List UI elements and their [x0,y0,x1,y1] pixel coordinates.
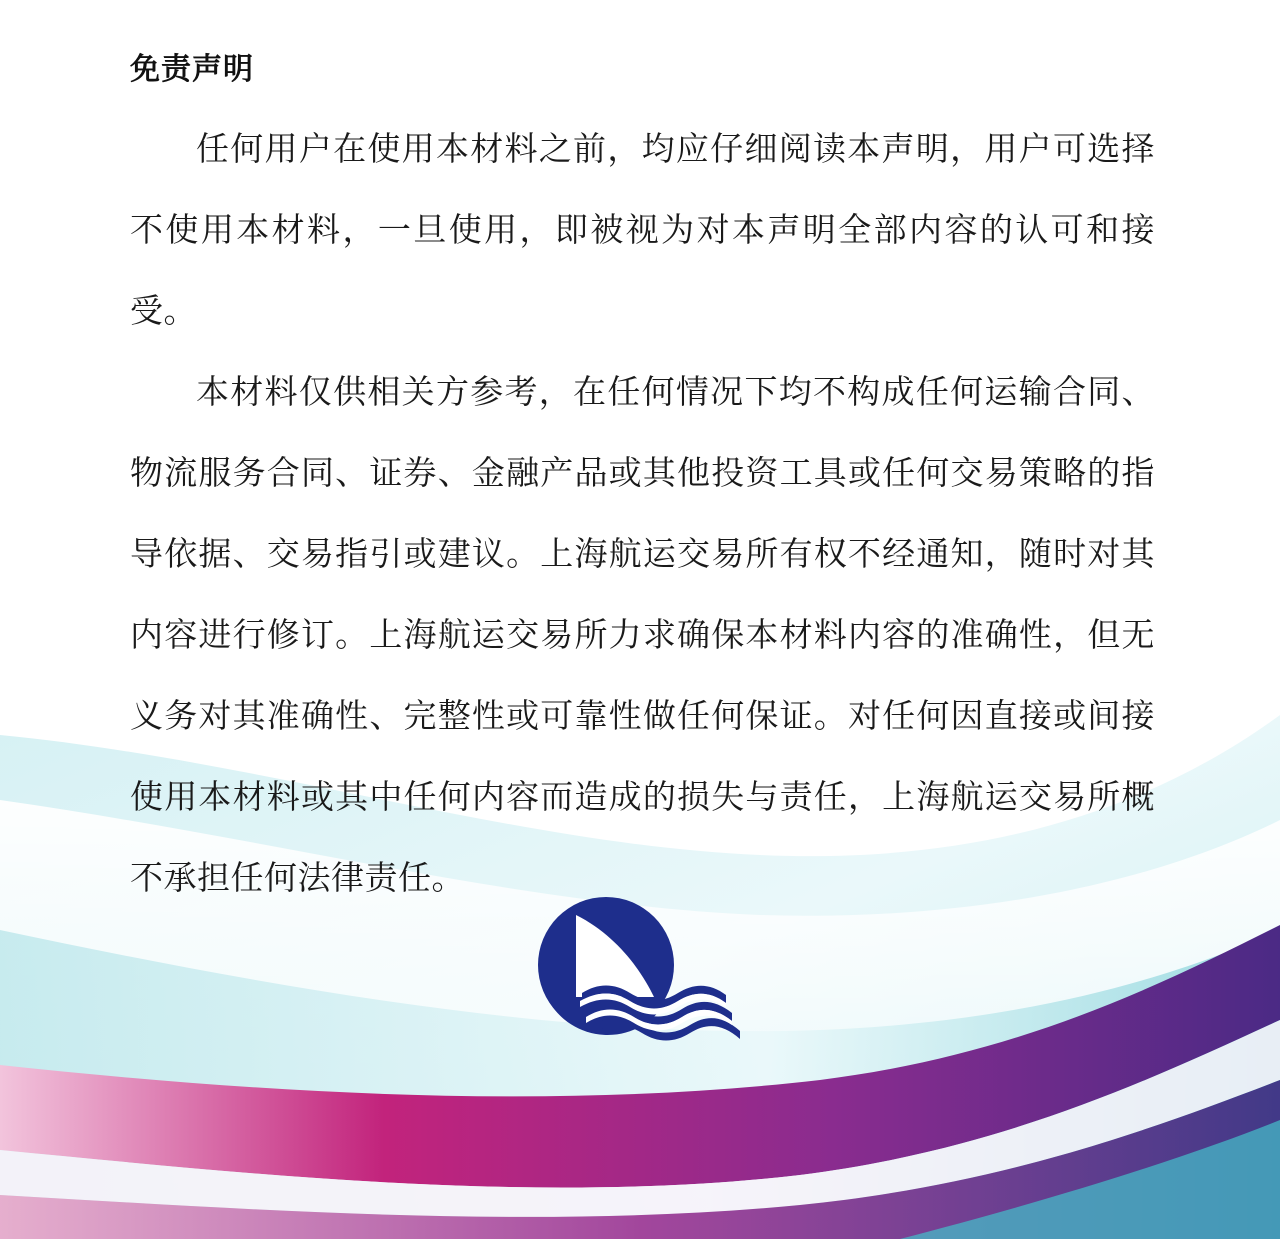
sail-and-waves-logo-icon [536,895,746,1045]
disclaimer-text-block [130,42,1155,918]
disclaimer-paragraph-2: 本材料仅供相关方参考，在任何情况下均不构成任何运输合同、物流服务合同、证券、金融产品或其他投资工具或任何交易策略的指导依据、交易指引或建议。上海航运交易所有权不经通知，随时对其内容进行修订。上海航运交易所力求确保本材料内容的准确性，但无义务对其准确性、完整性或可靠性做任何保证。对任何因直接或间接使用本材料或其中任何内容而造成的损失与责任，上海航运交易所概不承担任何法律责任。 [130,372,1155,897]
disclaimer-title: 免责声明 [130,52,254,87]
disclaimer-paragraph-1: 任何用户在使用本材料之前，均应仔细阅读本声明，用户可选择不使用本材料，一旦使用，即被视为对本声明全部内容的认可和接受。 [130,129,1155,330]
